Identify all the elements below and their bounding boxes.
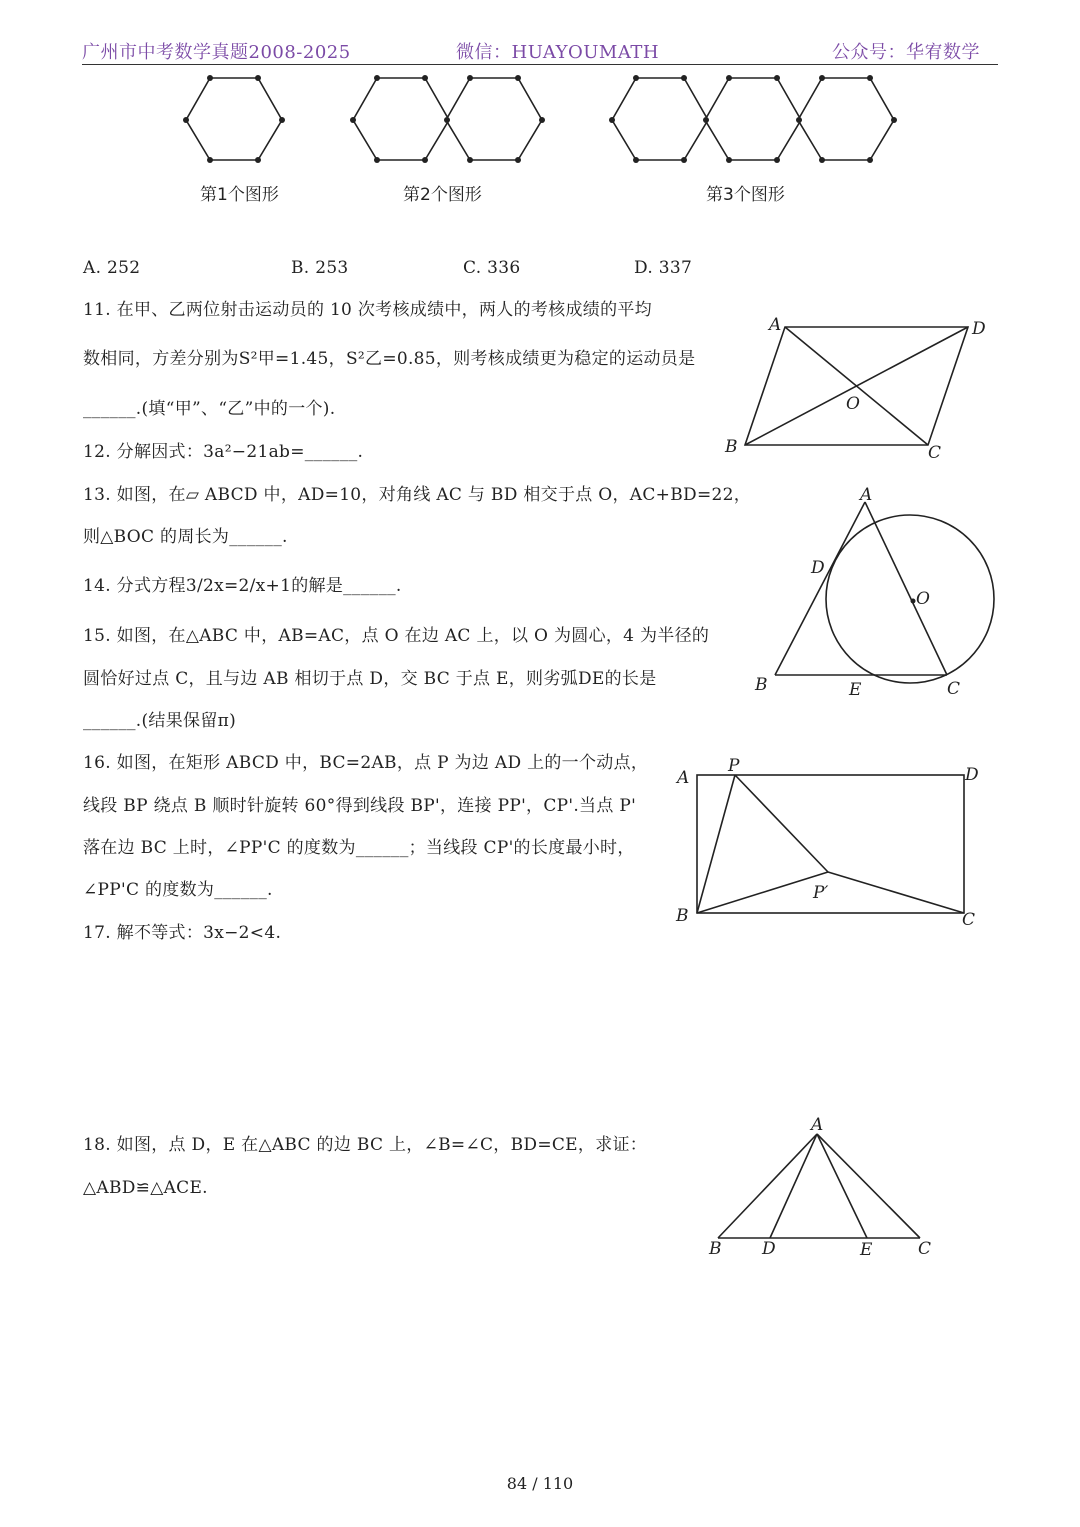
hexagon-2b <box>446 78 542 160</box>
label-d: D <box>762 1239 776 1259</box>
label-c: C <box>962 910 976 930</box>
header-rule <box>82 64 998 65</box>
label-c: C <box>928 443 942 462</box>
option-a: A. 252 <box>83 258 141 278</box>
label-a: A <box>677 768 690 788</box>
q16-line-4: ∠PP'C 的度数为______. <box>83 880 273 900</box>
option-b: B. 253 <box>291 258 349 278</box>
q16-line-1: 16. 如图，在矩形 ABCD 中，BC=2AB，点 P 为边 AD 上的一个动点， <box>83 753 649 773</box>
option-d: D. 337 <box>634 258 693 278</box>
label-b: B <box>676 906 689 926</box>
q16-line-3: 落在边 BC 上时，∠PP'C 的度数为______；当线段 CP'的长度最小时， <box>83 838 635 858</box>
caption-figure-1: 第1个图形 <box>200 185 279 205</box>
label-d: D <box>811 558 825 578</box>
triangle-circle-figure <box>745 480 1005 704</box>
label-a: A <box>860 485 873 505</box>
q15-line-2: 圆恰好过点 C，且与边 AB 相切于点 D，交 BC 于点 E，则劣弧DE的长是 <box>83 669 657 689</box>
q13-line-1: 13. 如图，在▱ ABCD 中，AD=10，对角线 AC 与 BD 相交于点 O，AC+BD=22， <box>83 485 752 505</box>
label-e: E <box>849 680 862 700</box>
hexagon-pattern-figure <box>170 66 930 180</box>
header-left: 广州市中考数学真题2008-2025 <box>82 42 351 63</box>
label-b: B <box>725 437 738 457</box>
q14-text: 14. 分式方程3/2x=2/x+1的解是______. <box>83 576 402 596</box>
label-a: A <box>811 1115 824 1135</box>
hexagon-3c <box>798 78 894 160</box>
rectangle-figure <box>670 755 990 939</box>
label-p: P <box>728 756 740 776</box>
q12-text: 12. 分解因式：3a²−21ab=______. <box>83 442 364 462</box>
q13-line-2: 则△BOC 的周长为______. <box>83 527 288 547</box>
label-c: C <box>947 679 961 699</box>
label-o: O <box>916 589 930 609</box>
label-d: D <box>972 319 986 339</box>
page-number: 84 / 110 <box>506 1474 574 1493</box>
q11-line-2: 数相同，方差分别为S²甲=1.45，S²乙=0.85，则考核成绩更为稳定的运动员是 <box>83 349 696 369</box>
q15-line-1: 15. 如图，在△ABC 中，AB=AC，点 O 在边 AC 上，以 O 为圆心，4 为半径的 <box>83 626 710 646</box>
q18-line-1: 18. 如图，点 D，E 在△ABC 的边 BC 上，∠B=∠C，BD=CE，求证： <box>83 1135 648 1155</box>
label-b: B <box>709 1239 722 1259</box>
option-c: C. 336 <box>463 258 521 278</box>
hexagon-3b <box>705 78 801 160</box>
q11-line-1: 11. 在甲、乙两位射击运动员的 10 次考核成绩中，两人的考核成绩的平均 <box>83 300 652 320</box>
q18-line-2: △ABD≌△ACE. <box>83 1178 208 1198</box>
hexagon-1 <box>186 78 282 160</box>
label-c: C <box>918 1239 932 1259</box>
isosceles-triangle-figure <box>700 1112 950 1266</box>
header-right: 公众号：华宥数学 <box>832 42 980 63</box>
label-o: O <box>846 394 860 414</box>
label-e: E <box>860 1240 873 1260</box>
hexagon-2a <box>353 78 449 160</box>
q16-line-2: 线段 BP 绕点 B 顺时针旋转 60°得到线段 BP'，连接 PP'，CP'.当点 P' <box>83 796 637 816</box>
hexagon-3a <box>612 78 708 160</box>
label-b: B <box>755 675 768 695</box>
q17-text: 17. 解不等式：3x−2<4. <box>83 923 282 943</box>
q15-line-3: ______.(结果保留π) <box>83 711 237 731</box>
q11-line-3: ______.(填“甲”、“乙”中的一个). <box>83 399 336 419</box>
label-p-prime: P′ <box>813 883 829 903</box>
caption-figure-2: 第2个图形 <box>403 185 482 205</box>
label-d: D <box>965 765 979 785</box>
label-a: A <box>769 315 782 335</box>
parallelogram-figure <box>720 312 1000 466</box>
header-center: 微信：HUAYOUMATH <box>456 42 660 63</box>
caption-figure-3: 第3个图形 <box>706 185 785 205</box>
